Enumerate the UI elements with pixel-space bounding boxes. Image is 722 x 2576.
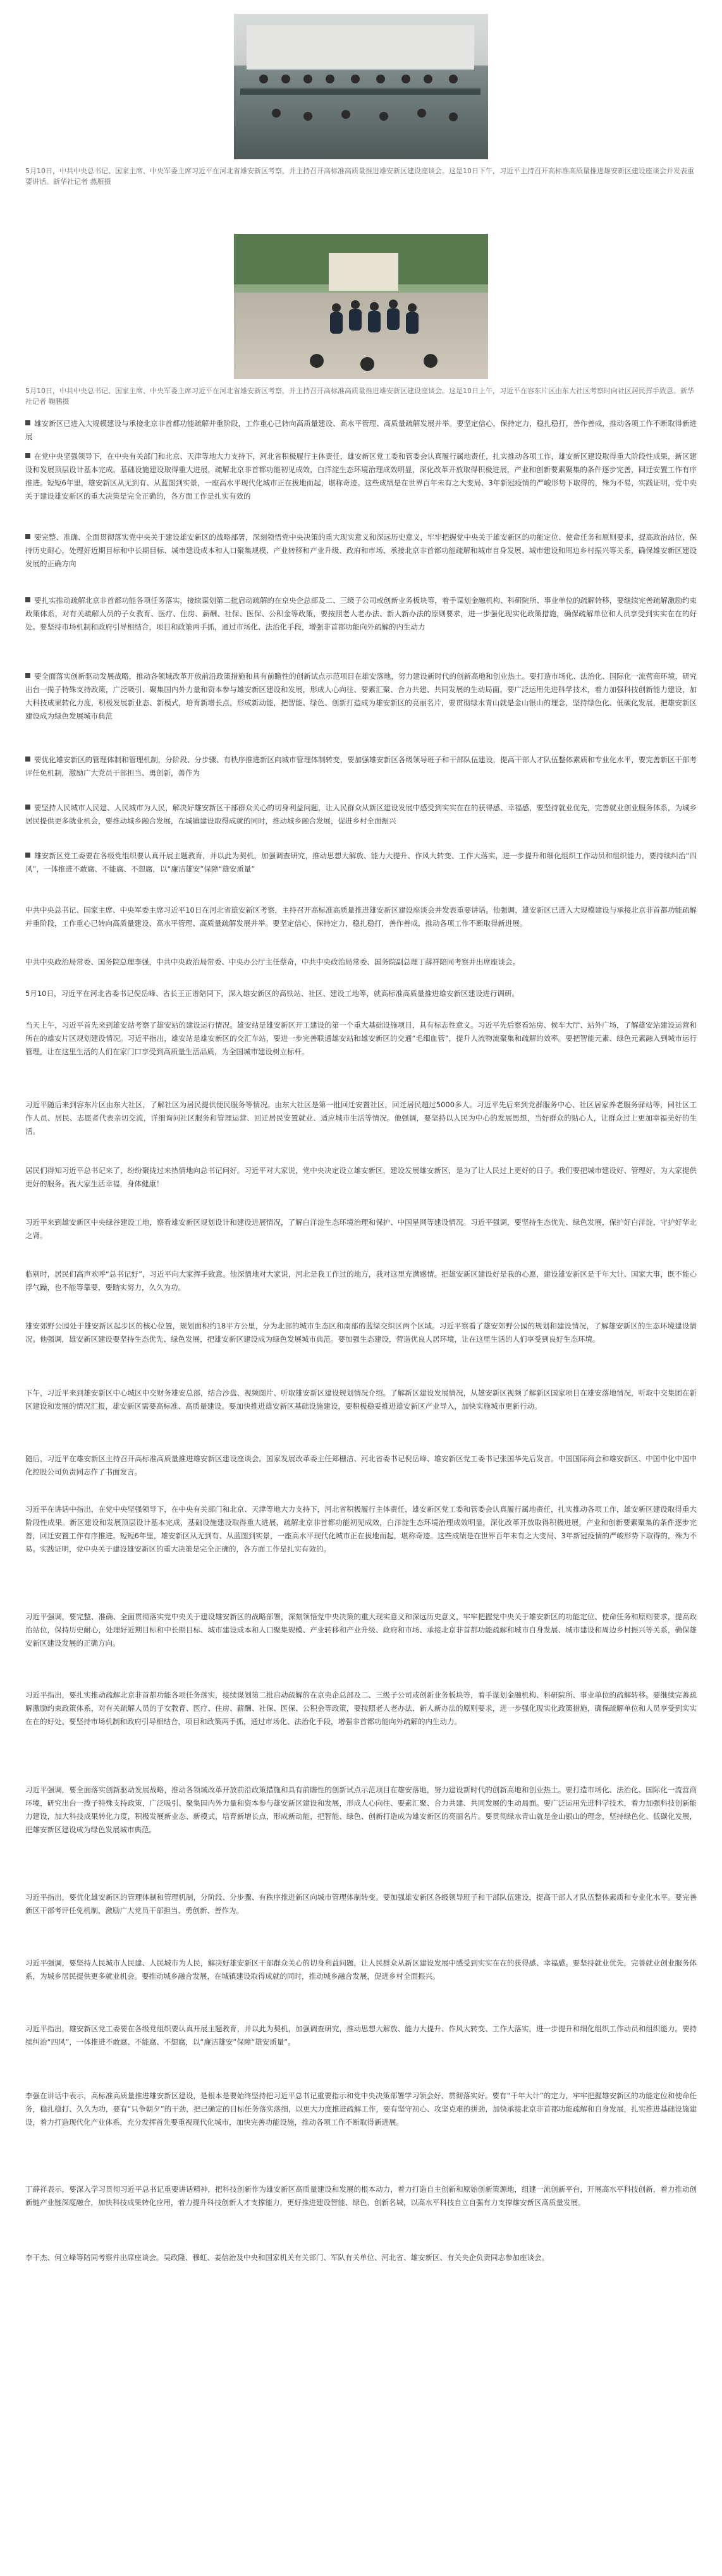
photo-caption: 5月10日，中共中央总书记、国家主席、中央军委主席习近平在河北省雄安新区考察，并主持召开高标准高质量推进雄安新区建设座谈会。这是10日上午，习近平在容东片区由东大社区考察时向社区居民挥手致意。新华社记者 鞠鹏摄: [25, 387, 694, 406]
body-paragraph: 李强在讲话中表示，高标准高质量推进雄安新区建设，是根本是要始终坚持把习近平总书记重要指示和党中央决策部署学习领会好、贯彻落实好。要有“千年大计”的定力，牢牢把握雄安新区的功能定位和使命任务，稳扎稳打、久久为功，要有“只争朝夕”的干劲，把已确定的目标任务落实落细，以更大力度推进疏解工作，要有坚守初心、攻坚克难的拼劲，加快承接北京非首都功能疏解和自身发展，扎实推进基础设施建设，着力打造现代化产业体系，充分发挥首先要重视现代化城市，加快完善功能设施，推动各项工作不断取得新进展。: [25, 2091, 697, 2127]
summary-paragraph: 在党中央坚强领导下，在中央有关部门和北京、天津等地大力支持下，河北省积极履行主体责任，雄安新区党工委和管委会认真履行属地责任，扎实推动各项工作，雄安新区建设取得重大阶段性成果，新区建设和发展顶层设计基本完成，基础设施建设取得重大进展，疏解北京非首都功能初见成效，白洋淀生态环境治理成效明显，深化改革开放取得积极进展，产业和创新要素聚集的条件逐步完善，回迁安置工作有序推进。短短6年里，雄安新区从无到有、从蓝图到实景，一座高水平现代化城市正在拔地而起，堪称奇迹。这些成绩是在世界百年未有之大变局、3年新冠疫情的严峻形势下取得的，殊为不易，实践证明，党中央关于建设雄安新区的重大决策是完全正确的，各方面工作是扎实有效的: [25, 452, 697, 501]
summary-paragraph: 要优化雄安新区的管理体制和管理机制，分阶段、分步骤、有秩序推进新区向城市管理体制转变，要加强雄安新区各级领导班子和干部队伍建设，提高干部人才队伍整体素质和专业化水平，要完善新区干部考评任免机制，激励广大党员干部担当、勇创新，善作为: [25, 755, 697, 777]
meeting-photo: [234, 14, 488, 159]
community-visit-photo: [234, 234, 488, 379]
summary-paragraph: 要全面落实创新驱动发展战略，推动各领域改革开放前沿政策措施和具有前瞻性的创新试点示范项目在雄安落地，努力建设新时代的创新高地和创业热土。要打造市场化、法治化、国际化一流营商环境，研究出台一揽子特殊支持政策，广泛吸引、聚集国内外力量和资本参与雄安新区建设和发展，形成人心向往、要素汇聚、合力共建、共同发展的生动局面。要广泛运用先进科学技术，着力加强科技创新能力建设，加大科技成果转化力度，积极发展新业态、新模式，培育新增长点，形成新动能，把智能、绿色、创新打造成为雄安新区的亮丽名片，要贯彻绿水青山就是金山银山的理念，坚持绿色化、低碳化发展，把雄安新区建设成为绿色发展城市典范: [25, 672, 697, 720]
body-paragraph: 习近平强调，要完整、准确、全面贯彻落实党中央关于建设雄安新区的战略部署，深刻领悟党中央决策的重大现实意义和深远历史意义，牢牢把握党中央关于雄安新区的功能定位、使命任务和原则要求，提高政治站位，保持历史耐心，处理好近期目标和中长期目标、城市建设成本和人口聚集规模、产业转移和产业升级、政府和市场、承接北京非首都功能疏解和城市自身发展、城市建设和周边乡村振兴等关系，确保雄安新区建设发展的正确方向。: [25, 1612, 697, 1648]
body-paragraph: 习近平指出，要扎实推动疏解北京非首都功能各项任务落实，接续谋划第二批启动疏解的在京央企总部及二、三级子公司或创新业务板块等，着手谋划金融机构、科研院所、事业单位的疏解转移。要继续完善疏解激励约束政策体系，对有关疏解人员的子女教育、医疗、住房、薪酬、社保、医保、公积金等政策，要按照老人老办法、新人新办法的原则要求，进一步强化现实化政策措施，确保疏解单位和人员享受到实实在在的好处。要坚持市场机制和政府引导相结合，项目和政策两手抓，通过市场化、法治化手段，增强非首都功能向外疏解的内生动力。: [25, 1691, 697, 1726]
body-paragraph: 习近平指出，要优化雄安新区的管理体制和管理机制，分阶段、分步骤、有秩序推进新区向城市管理体制转变。要加强雄安新区各级领导班子和干部队伍建设，提高干部人才队伍整体素质和专业化水平。要完善新区干部考评任免机制，激励广大党员干部担当、勇创新、善作为。: [25, 1893, 697, 1915]
building: [329, 253, 398, 291]
summary-paragraph: 雄安新区党工委要在各级党组织要认真开展主题教育，并以此为契机，加强调查研究，推动思想大解放、能力大提升、作风大转变、工作大落实，进一步提升和细化组织工作动员和组织能力，要持续纠治“四风”，一体推进不敢腐、不能腐、不想腐，以“廉洁雄安”保障“雄安质量”: [25, 851, 697, 873]
body-paragraph: 5月10日，习近平在河北省委书记倪岳峰、省长王正谱陪同下，深入雄安新区的高铁站、社区、建设工地等，就高标准高质量推进雄安新区建设进行调研。: [25, 989, 519, 998]
summary-paragraph: 雄安新区已进入大规模建设与承接北京非首都功能疏解并重阶段，工作重心已转向高质量建设、高水平管理、高质量疏解发展并举。要坚定信心，保持定力，稳扎稳打，善作善成，推动各项工作不断取得新进展: [25, 419, 697, 441]
summary-paragraph: 要完整、准确、全面贯彻落实党中央关于建设雄安新区的战略部署，深刻领悟党中央决策的重大现实意义和深远历史意义，牢牢把握党中央关于雄安新区的功能定位、使命任务和原则要求，提高政治站位，保持历史耐心，处理好近期目标和中长期目标、城市建设成本和人口聚集规模、产业转移和产业升级、政府和市场、承接北京非首都功能疏解和城市自身发展、城市建设和周边乡村振兴等关系，确保雄安新区建设发展的正确方向: [25, 533, 697, 568]
body-paragraph: 李干杰、何立峰等陪同考察并出席座谈会。吴政隆、穆虹、姜信治及中央和国家机关有关部门、军队有关单位、河北省、雄安新区、有关央企负责同志参加座谈会。: [25, 2253, 549, 2262]
body-paragraph: 习近平在讲话中指出，在党中央坚强领导下，在中央有关部门和北京、天津等地大力支持下，河北省积极履行主体责任，雄安新区党工委和管委会认真履行属地责任，扎实推动各项工作，雄安新区建设取得重大阶段性成果。新区建设和发展顶层设计基本完成，基础设施建设取得重大进展，疏解北京非首都功能初见成效，白洋淀生态环境治理成效明显，深化改革开放取得积极进展，产业和创新要素聚集的条件逐步完善，回迁安置工作有序推进。短短6年里，雄安新区从无到有、从蓝图到实景，一座高水平现代化城市正在拔地而起，堪称奇迹。这些成绩是在世界百年未有之大变局、3年新冠疫情的严峻形势下取得的，殊为不易。实践证明，党中央关于建设雄安新区的重大决策是完全正确的，各方面工作是扎实有效的。: [25, 1505, 697, 1553]
meeting-wall: [247, 25, 474, 70]
meeting-table: [240, 88, 480, 95]
body-paragraph: 习近平强调，要全面落实创新驱动发展战略，推动各领域改革开放前沿政策措施和具有前瞻性的创新试点示范项目在雄安落地，努力建设新时代的创新高地和创业热土。要打造市场化、法治化、国际化一流营商环境，研究出台一揽子特殊支持政策，广泛吸引、聚集国内外力量和资本参与雄安新区建设和发展，形成人心向往、要素汇聚、合力共建、共同发展的生动局面。要广泛运用先进科学技术，着力加强科技创新能力建设，加大科技成果转化力度，积极发展新业态、新模式，培育新增长点，形成新动能，把智能、绿色、创新打造成为雄安新区的亮丽名片。要贯彻绿水青山就是金山银山的理念，坚持绿色化、低碳化发展，把雄安新区建设成为绿色发展城市典范。: [25, 1785, 697, 1834]
body-paragraph: 临别时，居民们高声欢呼“总书记好”，习近平向大家挥手致意。他深情地对大家说，河北是我工作过的地方，我对这里充满感情。把雄安新区建设好是我的心愿，建设雄安新区是千年大计、国家大事，既不能心浮气躁，也不能等靠要，要踏实努力，久久为功。: [25, 1270, 697, 1292]
body-paragraph: 当天上午，习近平首先来到雄安站考察了雄安站的建设运行情况。雄安站是雄安新区开工建设的第一个重大基础设施项目，具有标志性意义。习近平先后察看站房、候车大厅、站外广场，了解雄安站建设运营和所在的雄安片区规划建设情况。习近平指出，雄安站是雄安新区的交汇车站，要进一步完善联通雄安站和雄安新区的交通“毛细血管”，提升人流物流聚集和疏解的效率。要把智能元素、绿色元素融入到城市运行管理，让在这里生活的人们在家门口享受到高质量生活品质，为全国城市建设树立标杆。: [25, 1021, 697, 1056]
body-paragraph: 随后，习近平在雄安新区主持召开高标准高质量推进雄安新区建设座谈会。国家发展改革委主任郑栅洁、河北省委书记倪岳峰、雄安新区党工委书记张国华先后发言。中国国际商会和雄安新区、中国中化中国中化控股公司负责同志作了书面发言。: [25, 1454, 697, 1476]
body-paragraph: 中共中央政治局常委、国务院总理李强，中共中央政治局常委、中央办公厅主任蔡奇，中共中央政治局常委、国务院副总理丁薛祥陪同考察并出席座谈会。: [25, 957, 520, 966]
body-paragraph: 习近平强调，要坚持人民城市人民建、人民城市为人民，解决好雄安新区干部群众关心的切身利益问题，让人民群众从新区建设发展中感受到实实在在的获得感、幸福感。要坚持就业优先，完善就业创业服务体系，为城乡居民提供更多就业机会。要推动城乡融合发展，在城镇建设取得成就的同时，推动城乡融合发展，促进乡村全面振兴。: [25, 1959, 697, 1981]
body-paragraph: 居民们得知习近平总书记来了，纷纷聚拢过来热情地向总书记问好。习近平对大家说，党中央决定设立雄安新区，建设发展雄安新区，是为了让人民过上更好的日子。我们要把城市建设好、管理好，为大家提供更好的服务。祝大家生活幸福，身体健康！: [25, 1166, 697, 1188]
summary-paragraph: 要坚持人民城市人民建、人民城市为人民，解决好雄安新区干部群众关心的切身利益问题，让人民群众从新区建设发展中感受到实实在在的获得感、幸福感，要坚持就业优先，完善就业创业服务体系，为城乡居民提供更多就业机会，要推动城乡融合发展，在城镇建设取得成就的同时，推动城乡融合发展，促进乡村全面振兴: [25, 803, 697, 825]
body-paragraph: 下午，习近平来到雄安新区中心城区中交财务雄安总部，结合沙盘、视频图片、听取雄安新区建设规划情况介绍。了解新区建设发展情况，从雄安新区视频了解新区国家项目在雄安落地情况，听取中交集团在新区建设和发展的情况汇报，雄安新区需要高标准、高质量建设。要加快推进雄安新区基础设施建设，要积极稳妥推进雄安新区产业导入，加快实施城市更新行动。: [25, 1388, 697, 1411]
body-paragraph: 丁薛祥表示，要深入学习贯彻习近平总书记重要讲话精神，把科技创新作为雄安新区高质量建设和发展的根本动力，着力打造自主创新和原始创新策源地，组建一流创新平台，开展高水平科技创新，着力推动创新链产业链深度融合，加快科技成果转化应用，着力提升科技创新人才支撑能力，更好推进建设智能、绿色、创新名城，以高水平科技自立自强有力支撑雄安新区高质量发展。: [25, 2185, 697, 2207]
body-paragraph: 习近平指出，雄安新区党工委要在各级党组织要认真开展主题教育，并以此为契机，加强调查研究，推动思想大解放、能力大提升、作风大转变、工作大落实，进一步提升和细化组织工作动员和组织能力。要持续纠治“四风”，一体推进不敢腐、不能腐、不想腐，以“廉洁雄安”保障“雄安质量”。: [25, 2024, 697, 2046]
body-paragraph: 雄安郊野公园处于雄安新区起步区的核心位置，规划面积约18平方公里，分为北部的城市生态区和南部的蓝绿交织区两个区域。习近平察看了雄安郊野公园的规划和建设情况，了解雄安新区的生态环境建设情况。他强调，雄安新区建设要坚持生态优先、绿色发展，把雄安新区建设成为绿色发展城市典范。要加强生态建设，营造优良人居环境，让在这里生活的人们享受到良好生态环境。: [25, 1321, 697, 1344]
body-paragraph: 习近平随后来到容东片区由东大社区，了解社区为居民提供便民服务等情况。由东大社区是第一批回迁安置社区，回迁居民超过5000多人。习近平先后来到党群服务中心、社区居家养老服务驿站等，同社区工作人员、居民、志愿者代表亲切交流，详细询问社区服务和管理运营、回迁居民安置就业、适应城市生活等情况。他强调，要坚持以人民为中心的发展思想，当好群众的贴心人，让群众过上更加幸福美好的生活。: [25, 1100, 697, 1136]
photo-caption: 5月10日，中共中央总书记、国家主席、中央军委主席习近平在河北省雄安新区考察，并主持召开高标准高质量推进雄安新区建设座谈会。这是10日下午，习近平主持召开高标准高质量推进雄安新区建设座谈会并发表重要讲话。新华社记者 燕雁摄: [25, 167, 694, 186]
summary-paragraph: 要扎实推动疏解北京非首都功能各项任务落实，接续谋划第二批启动疏解的在京央企总部及二、三级子公司或创新业务板块等，着手谋划金融机构、科研院所、事业单位的疏解转移，要继续完善疏解激励约束政策体系，对有关疏解人员的子女教育、医疗、住房、薪酬、社保、医保、公积金等政策，要按照老人老办法、新人新办法的原则要求，进一步强化现实化政策措施，确保疏解单位和人员享受到实实在在的好处。要坚持市场机制和政府引导相结合，项目和政策两手抓，通过市场化、法治化手段，增强非首都功能向外疏解的内生动力: [25, 596, 697, 631]
body-paragraph: 习近平来到雄安新区中央绿谷建设工地，察看雄安新区规划设计和建设进展情况，了解白洋淀生态环境治理和保护、中国星网等建设情况。习近平强调，要坚持生态优先、绿色发展，保护好白洋淀，守护好华北之肾。: [25, 1218, 697, 1240]
body-paragraph: 中共中央总书记、国家主席、中央军委主席习近平10日在河北省雄安新区考察，主持召开高标准高质量推进雄安新区建设座谈会并发表重要讲话。他强调，雄安新区已进入大规模建设与承接北京非首都功能疏解并重阶段，工作重心已转向高质量建设、高水平管理、高质量疏解发展并举。要坚定信心，保持定力，稳扎稳打，善作善成，推动各项工作不断取得新进展。: [25, 906, 697, 928]
